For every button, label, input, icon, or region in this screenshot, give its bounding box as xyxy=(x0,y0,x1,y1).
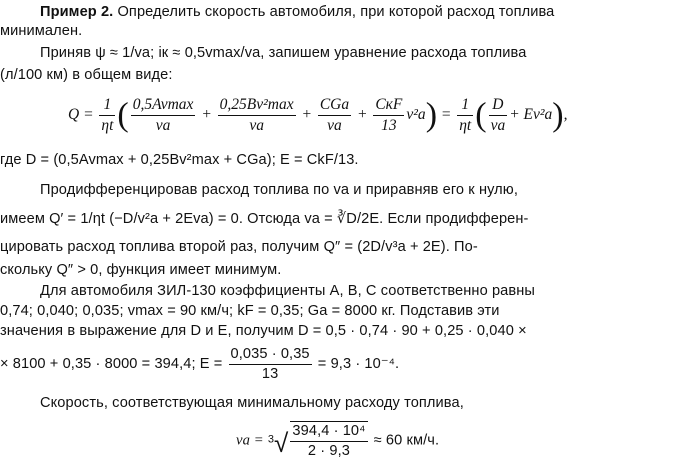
example-title: Пример 2. xyxy=(40,4,114,20)
eq1-term-3: CGа vа xyxy=(319,95,350,134)
example-intro: Определить скорость автомобиля, при которой расход топлива xyxy=(117,4,555,20)
text-line-14 xyxy=(0,344,681,384)
eq1-close-paren-2: ) xyxy=(552,96,564,134)
eq1-term-1: 0,5Avmax vа xyxy=(132,95,194,134)
eq1-term-4-tail: v²а xyxy=(406,106,426,123)
text-line-3: Приняв ψ ≈ 1/vа; iк ≈ 0,5vmax/vа, запишем уравнение расхода топлива xyxy=(40,45,527,61)
text-line-4: (л/100 км) в общем виде: xyxy=(0,67,173,83)
eq2-fraction: $\frac{\text{394,4 · 10⁴}}{2 \cdot 9,3}$ xyxy=(292,423,366,460)
text-line-11: Для автомобиля ЗИЛ-130 коэффициенты A, B, C соответственно равны xyxy=(40,283,535,299)
eq1-end: , xyxy=(563,106,568,123)
eq1-fraction-2: $\frac{1}{\eta t}$ xyxy=(459,95,472,134)
eq1-term-4: CкF 13 xyxy=(375,95,403,134)
text-line-9: цировать расход топлива второй раз, получим Q″ = (2D/v³а + 2E). По- xyxy=(0,239,478,255)
example-heading-line xyxy=(0,3,681,21)
eq2-lhs: vа = xyxy=(236,432,264,449)
eq1-open-paren: ( xyxy=(117,96,129,134)
equation-velocity xyxy=(236,416,656,462)
line14-start: × 8100 + 0,35 · 8000 = 394,4; E = xyxy=(0,356,223,372)
text-line-12: 0,74; 0,040; 0,035; vmax = 90 км/ч; kF = 0,35; Gа = 8000 кг. Подставив эти xyxy=(0,303,500,319)
line14-fraction: $\frac{0,035 \cdot 0,35}{13}$ xyxy=(230,345,310,382)
example-intro-continued: минимален. xyxy=(0,23,83,39)
eq1-term-5: D vа xyxy=(490,95,506,134)
line14-end: = 9,3 · 10⁻⁴. xyxy=(317,356,400,372)
eq1-close-paren: ) xyxy=(425,96,438,134)
cube-root-symbol: $^3$√ xyxy=(267,427,289,458)
eq1-fraction-1: $\frac{1}{\eta t}$ xyxy=(101,95,114,134)
eq2-rhs: ≈ 60 км/ч. xyxy=(373,432,440,449)
eq1-term-2: 0,25Bv²max vа xyxy=(219,95,294,134)
equation-fuel-consumption: Q = $\frac{1}{\eta t}$ ( 0,5Avmax vа + 0,25Bv²max vа + CGа vа + CкF 13 v²а) = $\frac{1}{\eta t}$ ( D vа + Ev²а), xyxy=(68,95,568,134)
eq1-term-6: + Ev²а xyxy=(509,106,553,123)
text-line-6: где D = (0,5Avmax + 0,25Bv²max + CGа); E = CkF/13. xyxy=(0,152,359,168)
text-line-7: Продифференцировав расход топлива по vа и приравняв его к нулю, xyxy=(40,182,518,198)
text-line-8: имеем Q′ = 1/ηt (−D/v²а + 2Evа) = 0. Отсюда vа = ∛D/2E. Если продифферен- xyxy=(0,211,529,227)
eq1-equals: = xyxy=(440,106,452,123)
eq1-lhs: Q = xyxy=(68,106,94,123)
text-line-13: значения в выражение для D и E, получим D = 0,5 · 0,74 · 90 + 0,25 · 0,040 × xyxy=(0,323,527,339)
eq1-open-paren-2: ( xyxy=(475,96,487,134)
text-line-10: скольку Q″ > 0, функция имеет минимум. xyxy=(0,262,282,278)
text-line-15: Скорость, соответствующая минимальному расходу топлива, xyxy=(40,395,464,411)
